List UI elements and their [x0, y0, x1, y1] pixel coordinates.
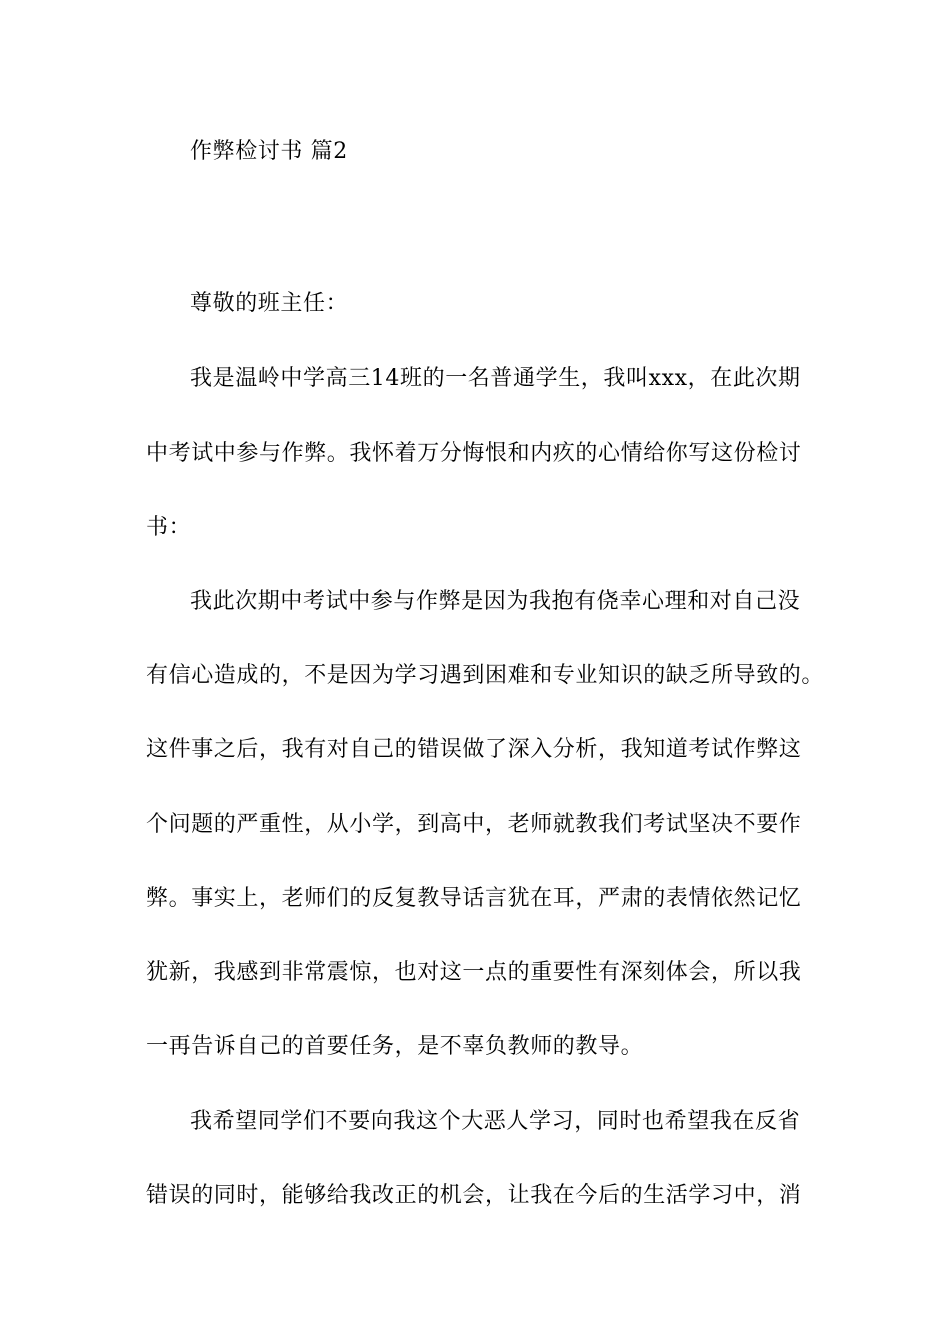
body-line: 书：	[146, 515, 192, 540]
body-line: 我是温岭中学高三14班的一名普通学生，我叫xxx，在此次期	[190, 366, 801, 391]
body-line: 这件事之后，我有对自己的错误做了深入分析，我知道考试作弊这	[146, 737, 802, 762]
body-line: 弊。事实上，老师们的反复教导话言犹在耳，严肃的表情依然记忆	[146, 886, 802, 911]
body-line: 一再告诉自己的首要任务，是不辜负教师的教导。	[146, 1034, 644, 1059]
document-title: 作弊检讨书 篇2	[190, 139, 348, 164]
body-line: 我希望同学们不要向我这个大恶人学习，同时也希望我在反省	[190, 1109, 801, 1134]
body-line: 错误的同时，能够给我改正的机会，让我在今后的生活学习中，消	[146, 1183, 802, 1208]
body-line: 有信心造成的，不是因为学习遇到困难和专业知识的缺乏所导致的。	[146, 663, 825, 688]
body-line: 个问题的严重性，从小学，到高中，老师就教我们考试坚决不要作	[146, 812, 802, 837]
salutation: 尊敬的班主任：	[190, 291, 349, 316]
body-line: 中考试中参与作弊。我怀着万分悔恨和内疚的心情给你写这份检讨	[146, 441, 802, 466]
body-line: 我此次期中考试中参与作弊是因为我抱有侥幸心理和对自己没	[190, 589, 801, 614]
body-line: 犹新，我感到非常震惊，也对这一点的重要性有深刻体会，所以我	[146, 960, 802, 985]
